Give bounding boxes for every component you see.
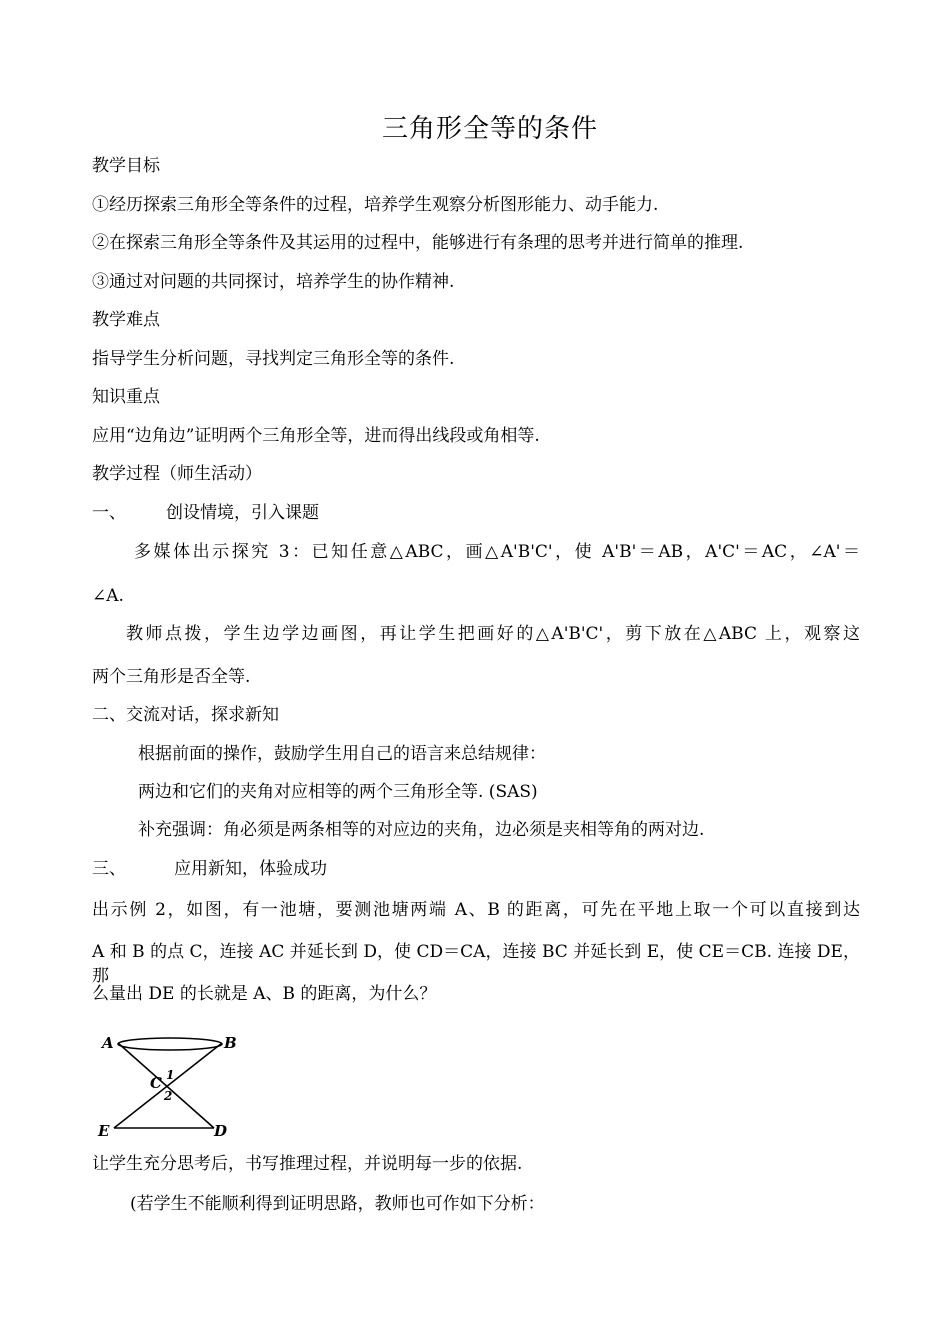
key-text: 应用“边角边”证明两个三角形全等，进而得出线段或角相等. [92, 426, 540, 446]
goals-heading: 教学目标 [92, 156, 160, 176]
section-1-paragraph-2-line-2: 两个三角形是否全等. [92, 667, 251, 687]
section-2-paragraph-1: 根据前面的操作，鼓励学生用自己的语言来总结规律： [138, 744, 546, 764]
label-d: D [214, 1122, 228, 1138]
angle-label-1: 1 [166, 1068, 175, 1082]
example-line-2: A 和 B 的点 C，连接 AC 并延长到 D，使 CD＝CA，连接 BC 并延长到 E，使 CE＝CB. 连接 DE，那 [92, 942, 860, 986]
section-1-paragraph-1-line-2: ∠A. [92, 586, 124, 606]
section-3-number: 三、 [92, 859, 126, 879]
label-b: B [224, 1034, 237, 1052]
section-3-heading [92, 857, 327, 881]
example-line-1: 出示例 2，如图，有一池塘，要测池塘两端 A、B 的距离，可先在平地上取一个可以直接到达 [92, 900, 860, 920]
goal-item-2: ②在探索三角形全等条件及其运用的过程中，能够进行有条理的思考并进行简单的推理. [92, 233, 744, 253]
section-2-paragraph-3: 补充强调：角必须是两条相等的对应边的夹角，边必须是夹相等角的两对边. [138, 820, 705, 840]
section-2-heading: 二、交流对话，探求新知 [92, 705, 279, 725]
label-a: A [102, 1034, 114, 1052]
segment-ad [118, 1043, 214, 1128]
goal-item-1: ①经历探索三角形全等条件的过程，培养学生观察分析图形能力、动手能力. [92, 195, 659, 215]
section-1-paragraph-1-line-1: 多媒体出示探究 3：已知任意△ABC，画△A'B'C'，使 A'B'＝AB，A'C'＝AC，∠A'＝ [134, 542, 860, 562]
label-c: C [150, 1074, 162, 1092]
process-heading: 教学过程（师生活动） [92, 464, 262, 484]
pond-outline [118, 1038, 222, 1050]
section-3-title: 应用新知，体验成功 [174, 859, 327, 879]
angle-label-2: 2 [164, 1089, 173, 1103]
goal-item-3: ③通过对问题的共同探讨，培养学生的协作精神. [92, 272, 455, 292]
after-figure-text: 让学生充分思考后，书写推理过程，并说明每一步的依据. [92, 1154, 523, 1174]
page-title: 三角形全等的条件 [381, 114, 598, 144]
segment-be [114, 1043, 222, 1128]
section-1-paragraph-2-line-1: 教师点拨，学生边学边画图，再让学生把画好的△A'B'C'，剪下放在△ABC 上，观察这 [126, 624, 860, 644]
hint-text: (若学生不能顺利得到证明思路，教师也可作如下分析： [130, 1194, 545, 1214]
section-1-heading [92, 501, 319, 525]
label-e: E [98, 1122, 110, 1138]
difficulty-text: 指导学生分析问题，寻找判定三角形全等的条件. [92, 349, 455, 369]
example-line-3: 么量出 DE 的长就是 A、B 的距离，为什么？ [92, 984, 437, 1004]
key-heading: 知识重点 [92, 387, 160, 407]
pond-figure [96, 1028, 246, 1138]
section-1-title: 创设情境，引入课题 [166, 503, 319, 523]
section-1-number: 一、 [92, 503, 126, 523]
difficulty-heading: 教学难点 [92, 310, 160, 330]
section-2-paragraph-2: 两边和它们的夹角对应相等的两个三角形全等. (SAS) [138, 782, 538, 802]
